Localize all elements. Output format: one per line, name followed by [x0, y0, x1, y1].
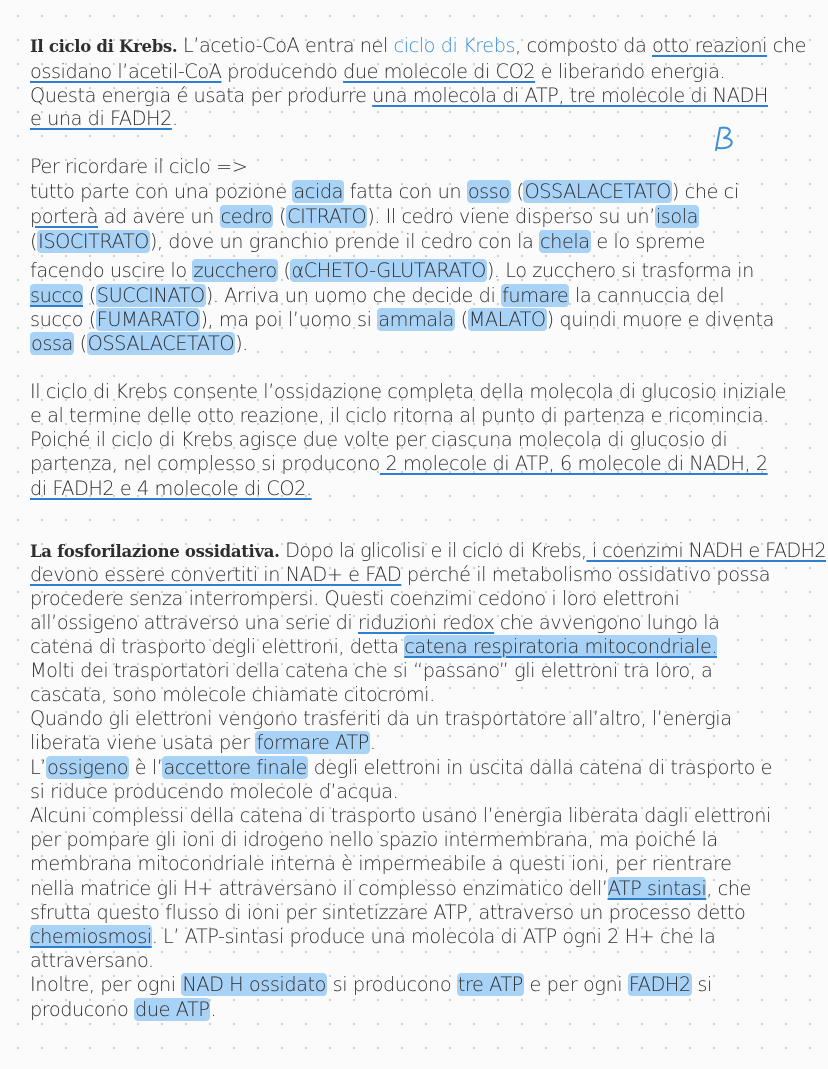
krebs-line-15: Poiché il ciclo di Krebs agisce due volte per ciascuna molecola di glucosio di [30, 428, 728, 451]
fosfo-line-14: membrana mitocondriale interna è impermeabile a questi ioni, per rientrare [30, 852, 732, 875]
krebs-line-7: porterà ad avere un cedro (CITRATO). Il cedro viene disperso su un’isola [30, 205, 698, 228]
fosfo-line-15: nella matrice gli H+ attraversano il complesso enzimatico dell’ATP sintasi, che [30, 877, 751, 900]
krebs-line-16: partenza, nel complesso si producono 2 molecole di ATP, 6 molecole di NADH, 2 [30, 452, 768, 475]
krebs-line-3: Questa energia é usata per produrre una molecola di ATP, tre molecole di NADH [30, 84, 768, 107]
krebs-line-11: succo (FUMARATO), ma poi l’uomo si ammala (MALATO) quindi muore e diventa [30, 308, 775, 331]
krebs-line-1: Il ciclo di Krebs. L’acetio-CoA entra nel ciclo di Krebs, composto da otto reazioni che [30, 34, 807, 57]
fosfo-line-10: L’ossigeno è l’accettore finale degli elettroni in uscita dalla catena di trasporto e [30, 756, 773, 779]
fosfo-line-13: per pompare gli ioni di idrogeno nello spazio intermembrana, ma poiché la [30, 828, 718, 851]
fosfo-line-9: liberata viene usata per formare ATP. [30, 731, 376, 754]
krebs-line-8: (ISOCITRATO), dove un granchio prende il cedro con la chela e lo spreme [30, 230, 705, 253]
fosfo-line-6: Molti dei trasportatori della catena che si “passano” gli elettroni tra loro, a [30, 659, 713, 682]
krebs-line-2: ossidano l’acetil-CoA producendo due molecole di CO2 e liberando energia. [30, 60, 726, 83]
fosfo-line-2: devono essere convertiti in NAD+ e FAD perché il metabolismo ossidativo possa [30, 563, 771, 586]
letter-b-doodle-icon [708, 124, 742, 154]
fosfo-line-5: catena di trasporto degli elettroni, detta catena respiratoria mitocondriale. [30, 635, 718, 658]
fosfo-line-12: Alcuni complessi della catena di trasporto usano l’energia liberata dagli elettroni [30, 804, 771, 827]
krebs-line-5: Per ricordare il ciclo => [30, 155, 248, 178]
fosfo-line-16: sfrutta questo flusso di ioni per sintetizzare ATP, attraverso un processo detto [30, 901, 746, 924]
fosfo-line-17: chemiosmosi. L’ ATP-sintasi produce una molecola di ATP ogni 2 H+ che la [30, 925, 716, 948]
fosfo-line-8: Quando gli elettroni vengono trasferiti da un trasportatore all’altro, l’energia [30, 707, 732, 730]
fosfo-line-19: Inoltre, per ogni NAD H ossidato si producono tre ATP e per ogni FADH2 si [30, 973, 712, 996]
krebs-heading: Il ciclo di Krebs. [30, 37, 178, 56]
fosfo-line-7: cascata, sono molecole chiamate citocromi. [30, 683, 435, 706]
krebs-line-13: Il ciclo di Krebs consente l’ossidazione completa della molecola di glucosio iniziale [30, 380, 786, 403]
fosfo-line-11: si riduce producendo molecole d’acqua. [30, 780, 399, 803]
fosfo-heading: La fosforilazione ossidativa. [30, 542, 280, 561]
krebs-line-9: facendo uscire lo zucchero (αCHETO-GLUTARATO). Lo zucchero si trasforma in [30, 259, 754, 282]
krebs-line-14: e al termine delle otto reazione, il ciclo ritorna al punto di partenza e ricomincia. [30, 404, 769, 427]
krebs-line-4: e una di FADH2. [30, 107, 178, 130]
fosfo-line-20: producono due ATP. [30, 998, 217, 1021]
fosfo-line-1: La fosforilazione ossidativa. Dopo la glicolisi e il ciclo di Krebs, i coenzimi NADH e FADH2 [30, 539, 827, 562]
fosfo-line-4: all’ossigeno attraverso una serie di riduzioni redox che avvengono lungo la [30, 611, 720, 634]
krebs-line-10: succo (SUCCINATO). Arriva un uomo che decide di fumare la cannuccia del [30, 284, 725, 307]
fosfo-line-18: attraversano. [30, 949, 154, 972]
fosfo-line-3: procedere senza interrompersi. Questi coenzimi cedono i loro elettroni [30, 587, 680, 610]
krebs-line-12: ossa (OSSALACETATO). [31, 332, 248, 355]
krebs-line-17: di FADH2 e 4 molecole di CO2. [30, 477, 312, 500]
krebs-line-6: tutto parte con una pozione acida fatta con un osso (OSSALACETATO) che ci [30, 180, 739, 203]
krebs-term: ciclo di Krebs [393, 34, 516, 57]
